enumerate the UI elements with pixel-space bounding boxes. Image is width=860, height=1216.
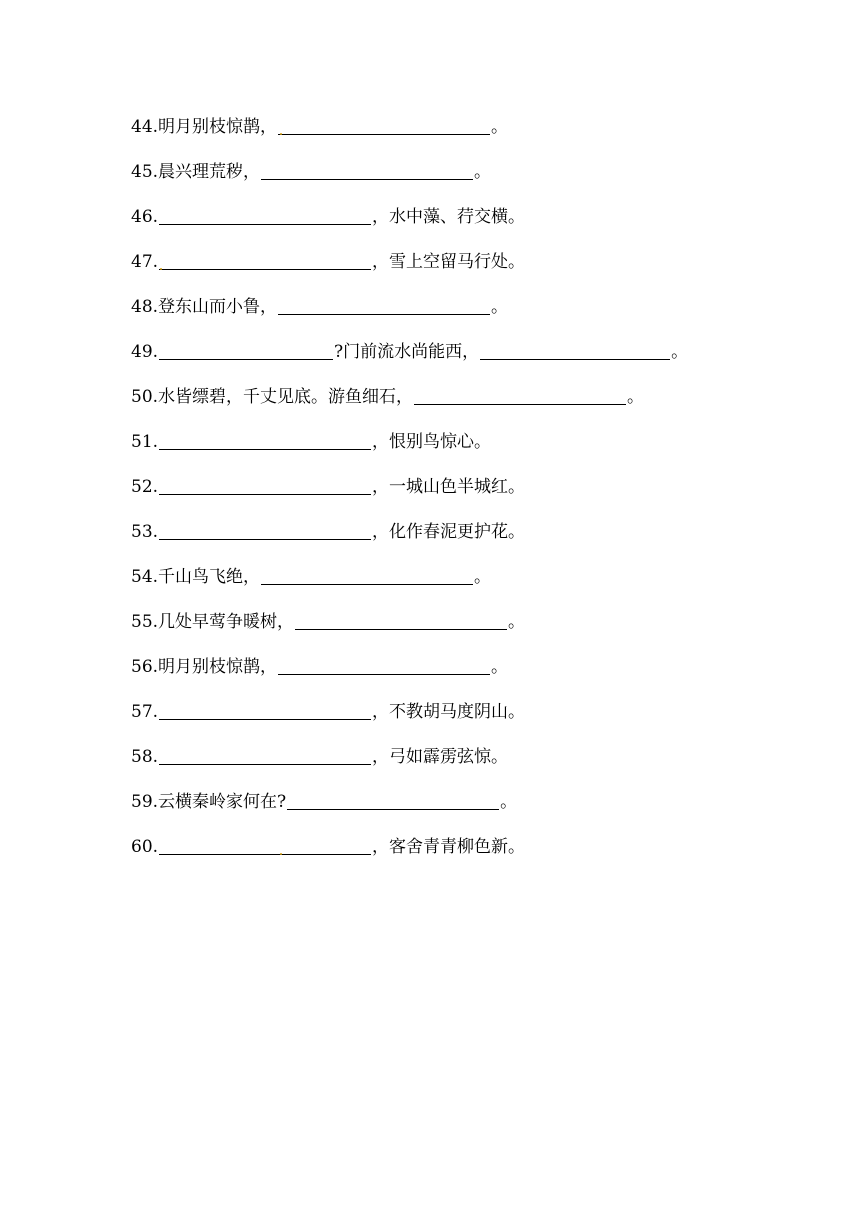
question-54 — [131, 566, 688, 611]
question-number: 58. — [131, 747, 159, 767]
question-59 — [131, 791, 688, 836]
prompt-text: 。 — [491, 297, 509, 317]
prompt-text: ，雪上空留马行处。 — [372, 252, 526, 272]
answer-blank[interactable] — [287, 791, 499, 810]
question-number: 57. — [131, 702, 159, 722]
prompt-text: ，恨别鸟惊心。 — [372, 432, 492, 452]
prompt-text: 晨兴理荒秽， — [158, 162, 261, 182]
prompt-text: ，不教胡马度阴山。 — [372, 702, 526, 722]
prompt-text: ，一城山色半城红。 — [372, 477, 526, 497]
question-number: 54. — [131, 567, 159, 587]
question-number: 46. — [131, 207, 159, 227]
edit-mark-icon — [280, 133, 282, 135]
prompt-text: ?门前流水尚能西， — [334, 342, 480, 362]
question-57 — [131, 701, 688, 746]
question-number: 60. — [131, 837, 159, 857]
prompt-text: 。 — [627, 387, 645, 407]
fill-in-list — [131, 116, 688, 881]
prompt-text: ，弓如霹雳弦惊。 — [372, 747, 509, 767]
edit-mark-icon — [160, 268, 162, 270]
answer-blank[interactable] — [278, 296, 490, 315]
prompt-text: 登东山而小鲁， — [158, 297, 278, 317]
prompt-text: 千山鸟飞绝， — [158, 567, 261, 587]
question-number: 50. — [131, 387, 159, 407]
answer-blank[interactable] — [261, 161, 473, 180]
answer-blank[interactable] — [159, 746, 371, 765]
question-number: 51. — [131, 432, 159, 452]
answer-blank[interactable] — [261, 566, 473, 585]
edit-mark-icon — [280, 853, 282, 855]
question-number: 53. — [131, 522, 159, 542]
answer-blank[interactable] — [414, 386, 626, 405]
question-number: 59. — [131, 792, 159, 812]
question-number: 47. — [131, 252, 159, 272]
question-52 — [131, 476, 688, 521]
question-56 — [131, 656, 688, 701]
answer-blank[interactable] — [159, 836, 371, 855]
question-50 — [131, 386, 688, 431]
answer-blank[interactable] — [159, 206, 371, 225]
answer-blank[interactable] — [480, 341, 670, 360]
question-51 — [131, 431, 688, 476]
answer-blank[interactable] — [159, 431, 371, 450]
question-58 — [131, 746, 688, 791]
question-44 — [131, 116, 688, 161]
answer-blank[interactable] — [278, 656, 490, 675]
prompt-text: 云横秦岭家何在? — [158, 792, 287, 812]
question-53 — [131, 521, 688, 566]
answer-blank[interactable] — [159, 476, 371, 495]
answer-blank[interactable] — [159, 251, 371, 270]
question-number: 56. — [131, 657, 159, 677]
prompt-text: ，化作春泥更护花。 — [372, 522, 526, 542]
question-60 — [131, 836, 688, 881]
prompt-text: 。 — [491, 117, 509, 137]
question-55 — [131, 611, 688, 656]
prompt-text: 。 — [508, 612, 526, 632]
prompt-text: 。 — [671, 342, 689, 362]
question-number: 45. — [131, 162, 159, 182]
answer-blank[interactable] — [159, 701, 371, 720]
prompt-text: 明月别枝惊鹊， — [158, 657, 278, 677]
prompt-text: ，水中藻、荇交横。 — [372, 207, 526, 227]
answer-blank[interactable] — [159, 521, 371, 540]
question-49 — [131, 341, 688, 386]
prompt-text: 水皆缥碧，千丈见底。游鱼细石， — [158, 387, 414, 407]
question-number: 49. — [131, 342, 159, 362]
question-number: 52. — [131, 477, 159, 497]
question-45 — [131, 161, 688, 206]
prompt-text: ，客舍青青柳色新。 — [372, 837, 526, 857]
answer-blank[interactable] — [278, 116, 490, 135]
prompt-text: 。 — [491, 657, 509, 677]
answer-blank[interactable] — [295, 611, 507, 630]
question-46 — [131, 206, 688, 251]
question-47 — [131, 251, 688, 296]
prompt-text: 。 — [474, 567, 492, 587]
question-48 — [131, 296, 688, 341]
question-number: 48. — [131, 297, 159, 317]
prompt-text: 明月别枝惊鹊， — [158, 117, 278, 137]
prompt-text: 几处早莺争暖树， — [158, 612, 295, 632]
question-number: 44. — [131, 117, 159, 137]
question-number: 55. — [131, 612, 159, 632]
prompt-text: 。 — [474, 162, 492, 182]
prompt-text: 。 — [500, 792, 518, 812]
answer-blank[interactable] — [159, 341, 333, 360]
